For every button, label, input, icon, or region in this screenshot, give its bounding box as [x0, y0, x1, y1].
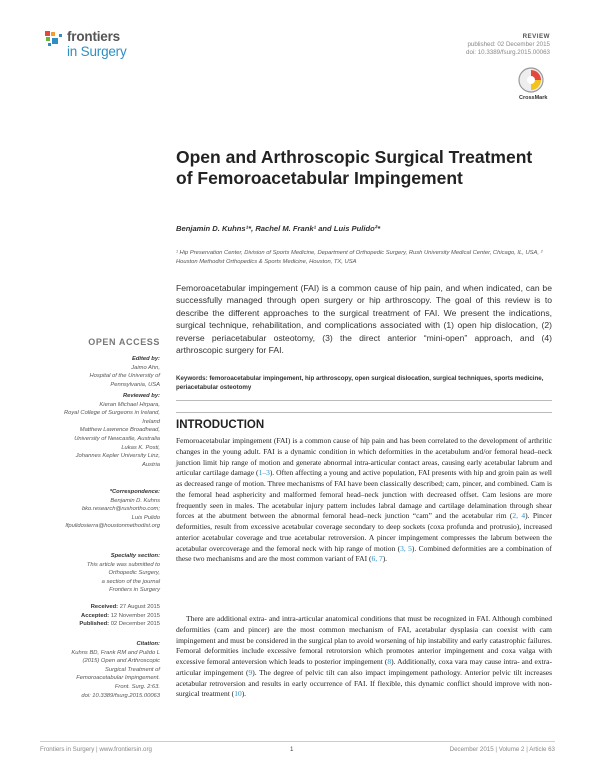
- citation-line: Surgical Treatment of: [105, 666, 160, 673]
- footer-journal-link[interactable]: Frontiers in Surgery | www.frontiersin.org: [40, 746, 152, 753]
- citation-line: (2015) Open and Arthroscopic: [82, 658, 160, 665]
- page-footer: [40, 741, 555, 753]
- crossmark-label: CrossMark: [519, 95, 548, 101]
- article-type: REVIEW: [522, 33, 550, 40]
- published-label: Published:: [79, 621, 110, 628]
- citation-link[interactable]: 10: [234, 689, 242, 699]
- divider: [176, 412, 552, 413]
- page-number: 1: [290, 746, 294, 753]
- accepted-label: Accepted:: [81, 612, 110, 619]
- citation-link[interactable]: 9: [248, 667, 253, 677]
- logo-text-frontiers: frontiers: [67, 29, 120, 44]
- reviewer-line: Austria: [141, 461, 160, 468]
- editor-line: Hospital of the University of: [89, 373, 160, 380]
- correspondence-email[interactable]: lfpulidosierra@houstonmethodist.org: [65, 523, 160, 530]
- reviewer-line[interactable]: Lukas K. Posti,: [121, 444, 160, 451]
- published-date: 02 December 2015: [110, 621, 160, 628]
- body-text: ). Pincer deformities, result from excessive acetabular coverage secondary to deep sockets (coxa profunda and protrusio), increased anterior acetabular coverage and true acetabular retroversion. A pincer impingement compresses the labrum between the acetabular overcoverage and the femoral neck with hip range of motion (: [176, 511, 552, 553]
- citation-line: Kuhns BD, Frank RM and Pulido L: [71, 649, 160, 656]
- crossmark-icon: [517, 66, 545, 94]
- citation-line: Femoroacetabular Impingement.: [76, 675, 160, 682]
- intro-paragraph-2: [176, 614, 552, 700]
- reviewer-line[interactable]: Matthew Lawrence Broadhead,: [79, 427, 160, 434]
- reviewer-line: University of Newcastle, Australia: [74, 435, 160, 442]
- divider: [176, 400, 552, 401]
- citation-line: Front. Surg. 2:63.: [114, 683, 160, 690]
- correspondence-email[interactable]: bko.research@rushortho.com;: [81, 506, 160, 513]
- reviewer-line: Royal College of Surgeons in Ireland,: [63, 410, 160, 417]
- specialty-block: [40, 552, 160, 595]
- footer-issue-info: December 2015 | Volume 2 | Article 63: [449, 746, 555, 753]
- correspondence-line: Luis Pulido: [131, 514, 160, 521]
- correspondence-line: Benjamin D. Kuhns: [110, 497, 160, 504]
- received-date: 27 August 2015: [119, 604, 160, 610]
- body-text: ). Combined deformities are a combination of these two mechanisms and are the most common variant of FAI (: [176, 543, 552, 564]
- abstract: Femoroacetabular impingement (FAI) is a common cause of hip pain, and when indicated, can be successfully managed through open surgery or hip arthroscopy. The goal of this review is to describe the different approaches to the surgical treatment of FAI. We present the indications, surgical technique, rehabilitation, and complications associated with (1) open hip dislocation, (2) reverse periacetabular osteotomy, (3) the direct anterior “mini-open” approach, and (4) arthroscopic surgery for FAI.: [176, 283, 552, 356]
- specialty-label: Specialty section:: [110, 553, 160, 559]
- article-doi[interactable]: doi: 10.3389/fsurg.2015.00063: [466, 49, 550, 56]
- correspondence-label: *Correspondence:: [109, 489, 160, 495]
- affiliations: ¹ Hip Preservation Center, Division of Sports Medicine, Department of Orthopedic Surgery, Rush University Medical Center, Chicago, IL, USA, ² Houston Methodist Orthopedics & Sports Medicine, Houston, TX, USA: [176, 250, 543, 265]
- intro-paragraph-1: [176, 436, 552, 565]
- specialty-line: This article was submitted to: [86, 561, 160, 568]
- citation-block: [40, 640, 160, 700]
- reviewer-line: Johannes Kepler University Linz,: [75, 453, 160, 460]
- journal-logo[interactable]: [44, 28, 154, 64]
- editor-line[interactable]: Jaimo Ahn,: [131, 364, 160, 371]
- crossmark-badge[interactable]: [517, 66, 549, 106]
- article-meta: [350, 33, 550, 57]
- author-list[interactable]: Benjamin D. Kuhns¹*, Rachel M. Frank¹ and Luis Pulido²*: [176, 224, 381, 233]
- reviewed-by-block: [40, 392, 160, 469]
- edited-by-block: [40, 355, 160, 389]
- publish-date: published: 02 December 2015: [467, 41, 550, 48]
- body-text: ). Often affecting a young and active population, FAI presents with hip and groin pain as well as decreased range of motion. Three mechanisms of FAI have been classically described; cam, pincer, and combined. Cam is the femoral head asphericity and malformed femoral head–neck junction with decreased offset. Cam lesions are more frequently seen in males. The acetabular injury pattern includes labral damage and cartilage delamination through shear forces at the abutment between the abnormal femoral head–neck junction “cam” and the acetabular rim (: [176, 468, 552, 521]
- correspondence-block: [40, 488, 160, 531]
- body-text: ). Additionally, coxa vara may cause intra- and extra-articular impingement (: [176, 657, 553, 677]
- citation-link[interactable]: 8: [387, 657, 392, 666]
- citation-link[interactable]: 6, 7: [371, 554, 383, 564]
- body-text: ). The degree of pelvic tilt can also impact impingement pathology. Anterior pelvic tilt increases acetabular retroversion and results in early occurrence of FAI. If flexible, this dynamic conflict should improve with non-surgical treatment (: [176, 667, 552, 699]
- logo-text-journal: in Surgery: [67, 44, 127, 59]
- body-text: ).: [241, 689, 247, 699]
- open-access-label: OPEN ACCESS: [88, 337, 160, 347]
- reviewer-line[interactable]: Kieran Michael Hirpara,: [99, 401, 160, 408]
- body-text: Femoroacetabular impingement (FAI) is a common cause of hip pain and has been correlated to the development of arthritic changes in the young adult. FAI is a dynamic condition in which deformities in the acetabulum and/or femoral head–neck junction limit hip range of motion and generate abnormal intra-articular contact areas, causing early acetabular labrum and articular cartilage damage (: [176, 436, 552, 478]
- dates-block: [40, 603, 160, 629]
- keywords-list: femoroacetabular impingement, hip arthroscopy, open surgical dislocation, surgical techniques, sports medicine, periacetabular osteotomy: [176, 375, 544, 391]
- citation-link[interactable]: 1–3: [258, 468, 270, 478]
- keywords: [176, 375, 552, 392]
- body-text: There are additional extra- and intra-articular anatomical conditions that must be recognized in FAI. Although combined deformities (cam and pincer) are the most common mechanism of FAI, acetabular dysplasia can coexist with cam impingement and must be considered in the surgical plan to avoid worsening of hip instability and early catastrophic failures. Femoral deformities include excessive femoral retrotorsion which promotes anterior impingement and coxa valga with excessive femoral anteversion which leads to posterior impingement (: [176, 614, 552, 666]
- citation-doi[interactable]: doi: 10.3389/fsurg.2015.00063: [81, 692, 160, 699]
- section-heading: INTRODUCTION: [176, 419, 265, 431]
- edited-by-label: Edited by:: [131, 356, 160, 362]
- reviewed-by-label: Reviewed by:: [122, 393, 160, 399]
- specialty-line: Frontiers in Surgery: [109, 587, 160, 594]
- frontiers-logo-icon: [44, 30, 64, 50]
- reviewer-line: Ireland: [142, 418, 160, 425]
- keywords-label: Keywords:: [176, 375, 208, 382]
- editor-line: Pennsylvania, USA: [110, 381, 160, 388]
- body-text: ).: [382, 554, 388, 564]
- accepted-date: 12 November 2015: [110, 612, 160, 619]
- received-label: Received:: [90, 604, 119, 610]
- citation-label: Citation:: [136, 641, 160, 647]
- citation-link[interactable]: 2, 4: [512, 511, 526, 521]
- citation-link[interactable]: 3, 5: [400, 543, 412, 553]
- article-title: Open and Arthroscopic Surgical Treatment of Femoroacetabular Impingement: [176, 147, 533, 188]
- specialty-line: Orthopedic Surgery,: [108, 570, 160, 577]
- specialty-line: a section of the journal: [101, 578, 160, 585]
